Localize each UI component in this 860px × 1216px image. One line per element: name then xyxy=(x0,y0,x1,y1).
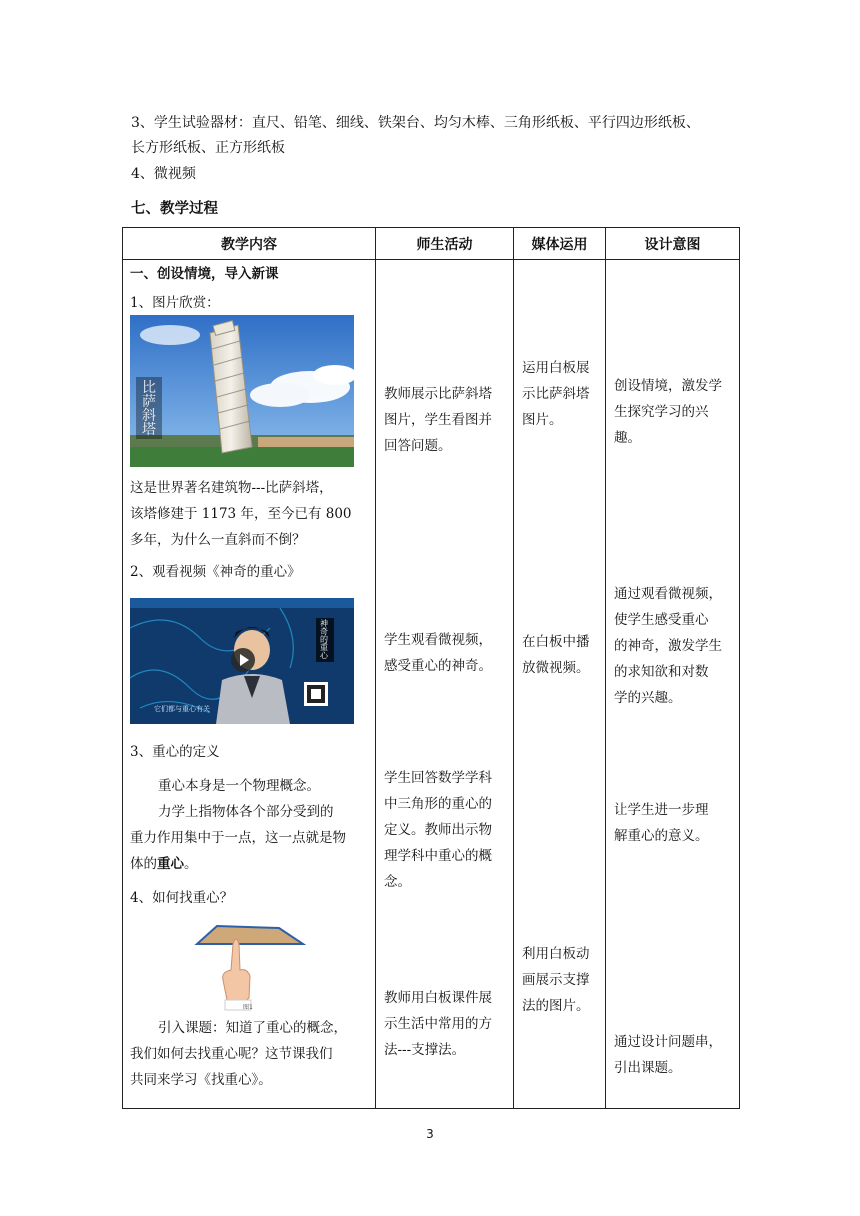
media-2-line-2: 放微视频。 xyxy=(522,660,590,676)
intro-para-2: 我们如何去找重心呢？这节课我们 xyxy=(130,1046,333,1062)
play-icon[interactable] xyxy=(231,648,255,672)
media-cell xyxy=(514,260,606,1109)
microvideo-line: 4、微视频 xyxy=(131,166,196,182)
intent-1-line-1: 创设情境，激发学 xyxy=(614,378,722,394)
intent-2-line-5: 学的兴趣。 xyxy=(614,690,682,706)
item4-label: 4、如何找重心？ xyxy=(130,890,234,906)
media-3-line-2: 画展示支撑 xyxy=(522,972,590,988)
definition-2b: 重力作用集中于一点，这一点就是物 xyxy=(130,830,346,846)
header-intent: 设计意图 xyxy=(606,228,740,260)
materials-line-2: 长方形纸板、正方形纸板 xyxy=(131,140,285,156)
part1-title: 一、创设情境，导入新课 xyxy=(130,266,279,282)
pisa-caption: 比萨斜塔 xyxy=(142,380,156,438)
definition-2a: 力学上指物体各个部分受到的 xyxy=(158,804,334,820)
activity-2-line-2: 感受重心的神奇。 xyxy=(384,658,492,674)
intent-cell xyxy=(606,260,740,1109)
activity-1-line-2: 图片，学生看图并 xyxy=(384,412,492,428)
media-3-line-3: 法的图片。 xyxy=(522,998,590,1014)
item1-label: 1、图片欣赏： xyxy=(130,295,220,311)
header-activity: 师生活动 xyxy=(376,228,514,260)
page-number: 3 xyxy=(426,1127,434,1141)
intent-3-line-1: 让学生进一步理 xyxy=(614,802,709,818)
intent-4-line-2: 引出课题。 xyxy=(614,1060,682,1076)
support-method-figure xyxy=(187,922,317,1014)
intro-para-1: 引入课题：知道了重心的概念， xyxy=(158,1020,347,1036)
activity-4-line-1: 教师用白板课件展 xyxy=(384,990,492,1006)
figure-label: 图1 xyxy=(243,1004,253,1011)
activity-4-line-3: 法---支撑法。 xyxy=(384,1042,466,1058)
media-1-line-2: 示比萨斜塔 xyxy=(522,386,590,402)
intent-2-line-3: 的神奇，激发学生 xyxy=(614,638,722,654)
intent-1-line-2: 生探究学习的兴 xyxy=(614,404,709,420)
video-subtitle: 它们都与重心有关 xyxy=(154,705,210,713)
video-thumbnail[interactable] xyxy=(130,598,354,724)
activity-cell xyxy=(376,260,514,1109)
media-3-line-1: 利用白板动 xyxy=(522,946,590,962)
definition-3: 体的重心。 xyxy=(130,856,198,872)
content-cell xyxy=(123,260,376,1109)
media-1-line-3: 图片。 xyxy=(522,412,563,428)
pisa-para-3: 多年，为什么一直斜而不倒？ xyxy=(130,532,306,548)
intent-2-line-1: 通过观看微视频， xyxy=(614,586,722,602)
video-side-title: 神奇的重心 xyxy=(320,619,328,660)
header-content: 教学内容 xyxy=(123,228,376,260)
intro-para-3: 共同来学习《找重心》。 xyxy=(130,1072,272,1088)
activity-2-line-1: 学生观看微视频， xyxy=(384,632,492,648)
activity-3-line-3: 定义。教师出示物 xyxy=(384,822,492,838)
activity-4-line-2: 示生活中常用的方 xyxy=(384,1016,492,1032)
intent-2-line-4: 的求知欲和对数 xyxy=(614,664,709,680)
pisa-para-2: 该塔修建于 1173 年，至今已有 800 xyxy=(130,506,352,522)
teaching-process-table xyxy=(122,227,740,1109)
intent-2-line-2: 使学生感受重心 xyxy=(614,612,709,628)
activity-1-line-3: 回答问题。 xyxy=(384,438,452,454)
definition-1: 重心本身是一个物理概念。 xyxy=(158,778,320,794)
activity-3-line-2: 中三角形的重心的 xyxy=(384,796,492,812)
intent-3-line-2: 解重心的意义。 xyxy=(614,828,709,844)
pisa-para-1: 这是世界著名建筑物---比萨斜塔， xyxy=(130,480,333,496)
media-2-line-1: 在白板中播 xyxy=(522,634,590,650)
activity-3-line-1: 学生回答数学学科 xyxy=(384,770,492,786)
header-media: 媒体运用 xyxy=(514,228,606,260)
intent-4-line-1: 通过设计问题串， xyxy=(614,1034,722,1050)
activity-3-line-5: 念。 xyxy=(384,874,411,890)
activity-1-line-1: 教师展示比萨斜塔 xyxy=(384,386,492,402)
item3-label: 3、重心的定义 xyxy=(130,744,220,760)
activity-3-line-4: 理学科中重心的概 xyxy=(384,848,492,864)
materials-line-1: 3、学生试验器材：直尺、铅笔、细线、铁架台、均匀木棒、三角形纸板、平行四边形纸板、 xyxy=(131,115,700,131)
intent-1-line-3: 趣。 xyxy=(614,430,641,446)
item2-label: 2、观看视频《神奇的重心》 xyxy=(130,564,301,580)
section-title: 七、教学过程 xyxy=(131,201,218,217)
pisa-tower-image xyxy=(130,315,354,467)
media-1-line-1: 运用白板展 xyxy=(522,360,590,376)
